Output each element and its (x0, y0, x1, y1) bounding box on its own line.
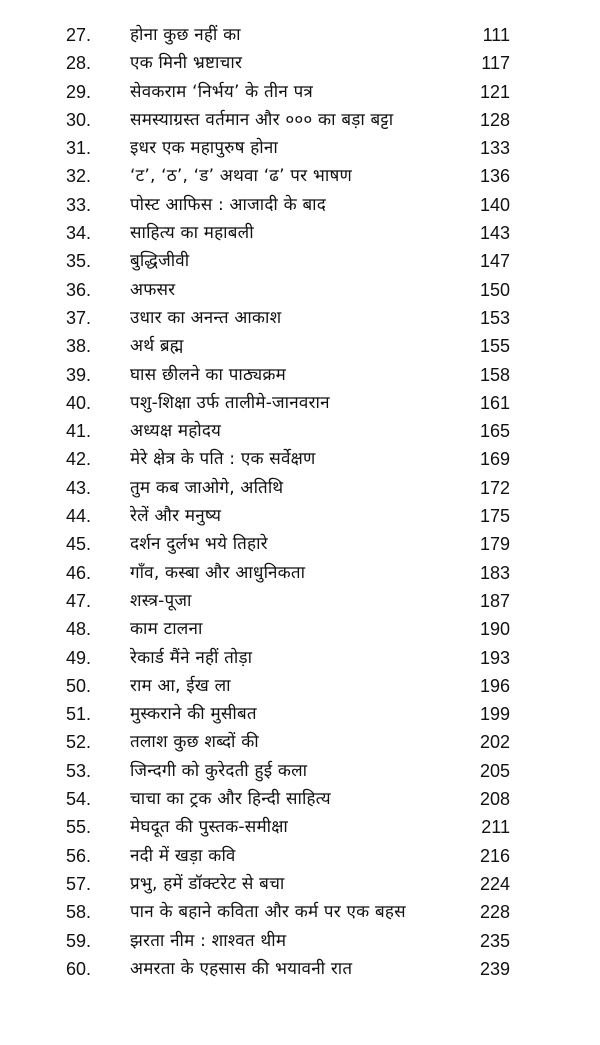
entry-number: 51. (66, 704, 92, 725)
toc-entry (0, 530, 600, 558)
toc-entry (0, 276, 600, 304)
entry-number: 32. (66, 166, 92, 187)
toc-entry (0, 247, 600, 275)
entry-page-number: 172 (479, 477, 510, 498)
entry-title: अमरता के एहसास की भयावनी रात (130, 958, 353, 979)
entry-number: 27. (66, 25, 92, 45)
entry-page-number: 216 (479, 845, 510, 866)
entry-page-number: 205 (479, 760, 510, 781)
toc-entry (0, 587, 600, 615)
toc-entry (0, 728, 600, 756)
entry-title: अफसर (130, 279, 176, 300)
entry-number: 28. (66, 53, 92, 74)
toc-entry (0, 927, 600, 955)
toc-entry (0, 955, 600, 983)
entry-title: मेघदूत की पुस्तक-समीक्षा (130, 817, 288, 838)
entry-number: 31. (66, 138, 92, 159)
table-of-contents (0, 21, 600, 983)
entry-number: 29. (66, 81, 92, 102)
toc-entry (0, 191, 600, 219)
entry-number: 45. (66, 534, 92, 555)
toc-entry (0, 813, 600, 841)
entry-page-number: 111 (482, 25, 510, 45)
entry-page-number: 239 (479, 958, 510, 979)
entry-title: सेवकराम ‘निर्भय’ के तीन पत्र (130, 81, 314, 102)
toc-entry (0, 700, 600, 728)
entry-number: 53. (66, 760, 92, 781)
entry-number: 59. (66, 930, 92, 951)
entry-number: 48. (66, 619, 92, 640)
toc-entry (0, 842, 600, 870)
toc-entry (0, 898, 600, 926)
entry-page-number: 228 (479, 902, 510, 923)
toc-entry (0, 615, 600, 643)
entry-title: प्रभु, हमें डॉक्टरेट से बचा (130, 873, 285, 894)
entry-number: 55. (66, 817, 92, 838)
entry-title: अर्थ ब्रह्म (130, 336, 184, 357)
entry-page-number: 224 (479, 873, 510, 894)
entry-page-number: 121 (479, 81, 510, 102)
entry-number: 35. (66, 251, 92, 272)
entry-page-number: 155 (479, 336, 510, 357)
entry-number: 37. (66, 307, 92, 328)
entry-page-number: 158 (479, 364, 510, 385)
entry-title: मेरे क्षेत्र के पति : एक सर्वेक्षण (130, 449, 316, 470)
toc-entry (0, 162, 600, 190)
entry-title: तलाश कुछ शब्दों की (130, 732, 259, 753)
entry-title: झरता नीम : शाश्वत थीम (130, 930, 287, 951)
entry-page-number: 235 (479, 930, 510, 951)
entry-number: 33. (66, 194, 92, 215)
entry-title: रेकार्ड मैंने नहीं तोड़ा (130, 647, 253, 668)
entry-number: 34. (66, 223, 92, 244)
entry-title: पशु-शिक्षा उर्फ तालीमे-जानवरान (130, 392, 330, 413)
entry-page-number: 143 (479, 223, 510, 244)
entry-page-number: 193 (479, 647, 510, 668)
entry-title: घास छीलने का पाठ्यक्रम (130, 364, 286, 385)
entry-page-number: 199 (479, 704, 510, 725)
entry-title: पान के बहाने कविता और कर्म पर एक बहस (130, 902, 406, 923)
toc-entry (0, 785, 600, 813)
entry-number: 39. (66, 364, 92, 385)
entry-page-number: 179 (479, 534, 510, 555)
toc-entry (0, 134, 600, 162)
toc-entry (0, 644, 600, 672)
entry-title: होना कुछ नहीं का (130, 25, 241, 45)
entry-page-number: 211 (481, 817, 510, 838)
entry-title: इधर एक महापुरुष होना (130, 138, 278, 159)
entry-number: 42. (66, 449, 92, 470)
entry-title: गाँव, कस्बा और आधुनिकता (130, 562, 306, 583)
toc-entry (0, 361, 600, 389)
entry-title: उधार का अनन्त आकाश (130, 307, 282, 328)
entry-number: 38. (66, 336, 92, 357)
entry-page-number: 190 (479, 619, 510, 640)
toc-entry (0, 389, 600, 417)
entry-page-number: 202 (479, 732, 510, 753)
entry-title: एक मिनी भ्रष्टाचार (130, 53, 243, 74)
entry-title: साहित्य का महाबली (130, 223, 254, 244)
toc-entry (0, 474, 600, 502)
entry-title: नदी में खड़ा कवि (130, 845, 236, 866)
entry-page-number: 150 (479, 279, 510, 300)
entry-page-number: 140 (479, 194, 510, 215)
entry-number: 60. (66, 958, 92, 979)
entry-page-number: 165 (479, 421, 510, 442)
toc-entry (0, 757, 600, 785)
entry-number: 43. (66, 477, 92, 498)
entry-page-number: 136 (479, 166, 510, 187)
entry-page-number: 183 (479, 562, 510, 583)
entry-number: 54. (66, 789, 92, 810)
entry-title: काम टालना (130, 619, 203, 640)
entry-page-number: 133 (479, 138, 510, 159)
entry-number: 58. (66, 902, 92, 923)
entry-number: 47. (66, 590, 92, 611)
entry-number: 40. (66, 392, 92, 413)
toc-entry (0, 672, 600, 700)
entry-number: 49. (66, 647, 92, 668)
entry-title: राम आ, ईख ला (130, 675, 231, 696)
entry-number: 41. (66, 421, 92, 442)
entry-page-number: 153 (479, 307, 510, 328)
entry-title: ‘ट’, ‘ठ’, ‘ड’ अथवा ‘ढ’ पर भाषण (130, 166, 352, 187)
entry-number: 30. (66, 109, 92, 130)
entry-title: शस्त्र-पूजा (130, 590, 192, 611)
entry-number: 44. (66, 506, 92, 527)
entry-title: मुस्कराने की मुसीबत (130, 704, 257, 725)
toc-entry (0, 49, 600, 77)
entry-title: बुद्धिजीवी (130, 251, 190, 272)
toc-entry (0, 219, 600, 247)
entry-title: रेलें और मनुष्य (130, 506, 222, 527)
entry-title: समस्याग्रस्त वर्तमान और ००० का बड़ा बट्टा (130, 109, 394, 130)
entry-page-number: 128 (479, 109, 510, 130)
entry-page-number: 187 (479, 590, 510, 611)
toc-entry (0, 21, 600, 49)
entry-page-number: 147 (479, 251, 510, 272)
entry-page-number: 117 (481, 53, 510, 74)
toc-entry (0, 870, 600, 898)
entry-page-number: 169 (479, 449, 510, 470)
toc-entry (0, 559, 600, 587)
entry-number: 57. (66, 873, 92, 894)
entry-number: 52. (66, 732, 92, 753)
entry-number: 50. (66, 675, 92, 696)
entry-number: 46. (66, 562, 92, 583)
toc-entry (0, 502, 600, 530)
entry-number: 36. (66, 279, 92, 300)
entry-page-number: 196 (479, 675, 510, 696)
entry-title: दर्शन दुर्लभ भये तिहारे (130, 534, 268, 555)
entry-page-number: 161 (479, 392, 510, 413)
entry-title: तुम कब जाओगे, अतिथि (130, 477, 284, 498)
entry-page-number: 208 (479, 789, 510, 810)
toc-entry (0, 417, 600, 445)
entry-title: जिन्दगी को कुरेदती हुई कला (130, 760, 308, 781)
toc-entry (0, 332, 600, 360)
entry-number: 56. (66, 845, 92, 866)
toc-entry (0, 78, 600, 106)
entry-page-number: 175 (479, 506, 510, 527)
toc-entry (0, 106, 600, 134)
toc-entry (0, 304, 600, 332)
entry-title: अध्यक्ष महोदय (130, 421, 222, 442)
toc-entry (0, 445, 600, 473)
entry-title: पोस्ट आफिस : आजादी के बाद (130, 194, 326, 215)
entry-title: चाचा का ट्रक और हिन्दी साहित्य (130, 789, 331, 810)
